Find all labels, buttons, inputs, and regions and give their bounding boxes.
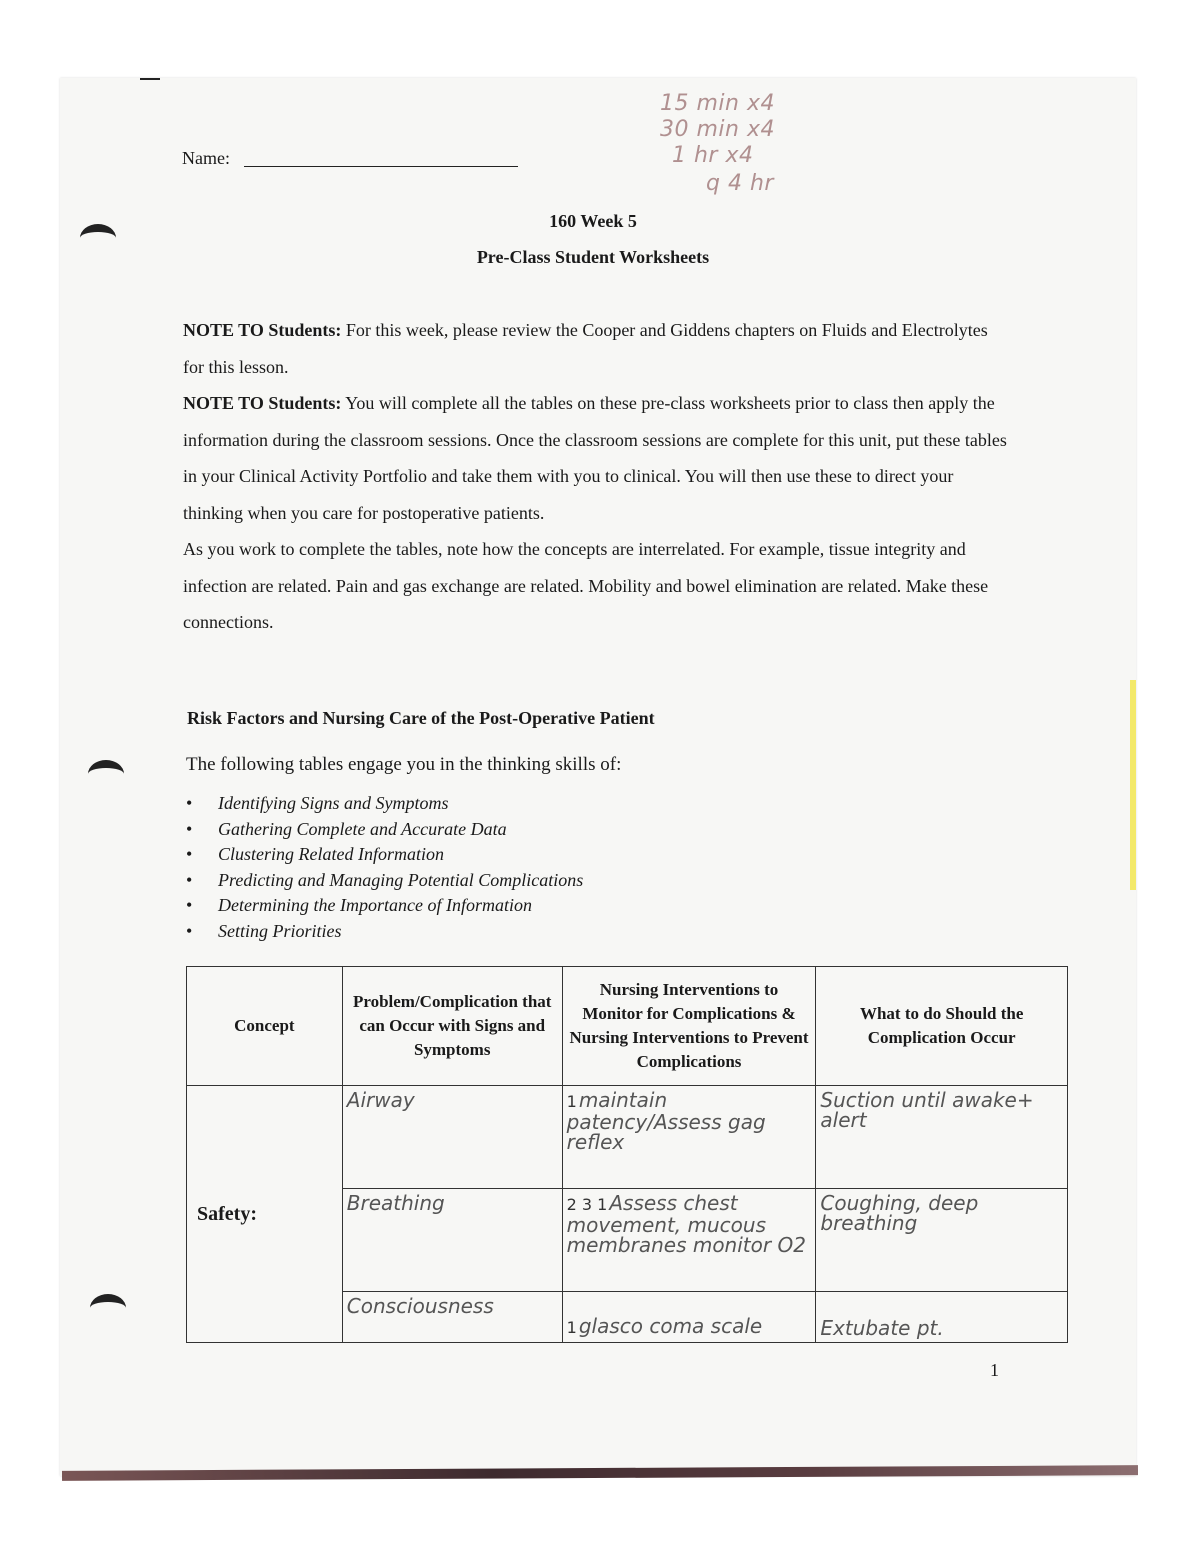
handwritten-note-line: q 4 hr — [706, 171, 774, 196]
intervention-cell[interactable]: 1 maintain patency/Assess gag reflex — [562, 1086, 816, 1189]
list-item: • Determining the Importance of Information — [186, 893, 583, 919]
list-item: • Identifying Signs and Symptoms — [186, 791, 583, 817]
note-3: As you work to complete the tables, note how the concepts are interrelated. For example, tissue integrity and infection are related. Pain and gas exchange are related. Mobility and bowel elimination are related. Make these connections. — [183, 539, 989, 632]
concept-cell: Safety: — [187, 1086, 343, 1343]
note-1: NOTE TO Students: For this week, please review the Cooper and Giddens chapters on Fluids and Electrolytes for this lesson. — [183, 320, 988, 377]
list-item: • Gathering Complete and Accurate Data — [186, 817, 583, 843]
binder-hole-icon — [88, 760, 124, 788]
binder-hole-icon — [90, 1294, 126, 1322]
column-header: Problem/Complication that can Occur with Signs and Symptoms — [342, 967, 562, 1086]
action-cell[interactable]: Coughing, deep breathing — [816, 1189, 1068, 1292]
table-header-row — [187, 967, 1068, 1086]
bullet-icon: • — [186, 869, 193, 890]
bullet-icon: • — [186, 818, 193, 839]
note-2: NOTE TO Students: You will complete all the tables on these pre-class worksheets prior to class then apply the information during the classroom sessions. Once the classroom sessions are complete for this unit, put these tables in your Clinical Activity Portfolio and take them with you to clinical. You will then use these to direct your thinking when you care for postoperative patients. — [183, 393, 1007, 523]
bullet-icon: • — [186, 793, 193, 813]
table-row — [187, 1086, 1068, 1189]
column-header: Nursing Interventions to Monitor for Complications & Nursing Interventions to Prevent Complications — [562, 967, 816, 1086]
column-header: What to do Should the Complication Occur — [816, 967, 1068, 1086]
bullet-icon: • — [186, 920, 193, 941]
problem-cell[interactable]: Airway — [342, 1086, 562, 1189]
list-item: • Clustering Related Information — [186, 842, 583, 868]
problem-cell[interactable]: Breathing — [342, 1189, 562, 1292]
notes-block — [183, 312, 1013, 641]
handwritten-note-line: 1 hr x4 — [672, 143, 754, 168]
thinking-skills-list — [186, 791, 583, 944]
list-item: • Setting Priorities — [186, 919, 583, 945]
section-intro: The following tables engage you in the thinking skills of: — [186, 754, 622, 775]
action-cell[interactable]: Suction until awake+ alert — [816, 1086, 1068, 1189]
intervention-cell[interactable]: 1 glasco coma scale — [562, 1292, 816, 1343]
sticky-note-edge — [1130, 680, 1136, 890]
bullet-icon: • — [186, 844, 193, 864]
course-title: 160 Week 5 — [549, 211, 637, 231]
action-cell[interactable]: Extubate pt. — [816, 1292, 1068, 1343]
page-subtitle: Pre-Class Student Worksheets — [476, 247, 710, 267]
page-number: 1 — [990, 1360, 999, 1380]
intervention-cell[interactable]: 2 3 1 Assess chest movement, mucous membranes monitor O2 — [562, 1189, 816, 1292]
name-field[interactable] — [244, 166, 518, 167]
bullet-icon: • — [186, 895, 193, 915]
handwritten-note-line: 30 min x4 — [660, 117, 775, 142]
care-table — [186, 966, 1068, 1343]
handwritten-note-line: 15 min x4 — [660, 91, 775, 116]
column-header: Concept — [187, 967, 343, 1086]
section-heading: Risk Factors and Nursing Care of the Post-Operative Patient — [187, 708, 655, 728]
name-label: Name: — [182, 148, 230, 168]
problem-cell[interactable]: Consciousness — [342, 1292, 562, 1343]
scan-mark — [140, 78, 160, 80]
list-item: • Predicting and Managing Potential Complications — [186, 868, 583, 894]
